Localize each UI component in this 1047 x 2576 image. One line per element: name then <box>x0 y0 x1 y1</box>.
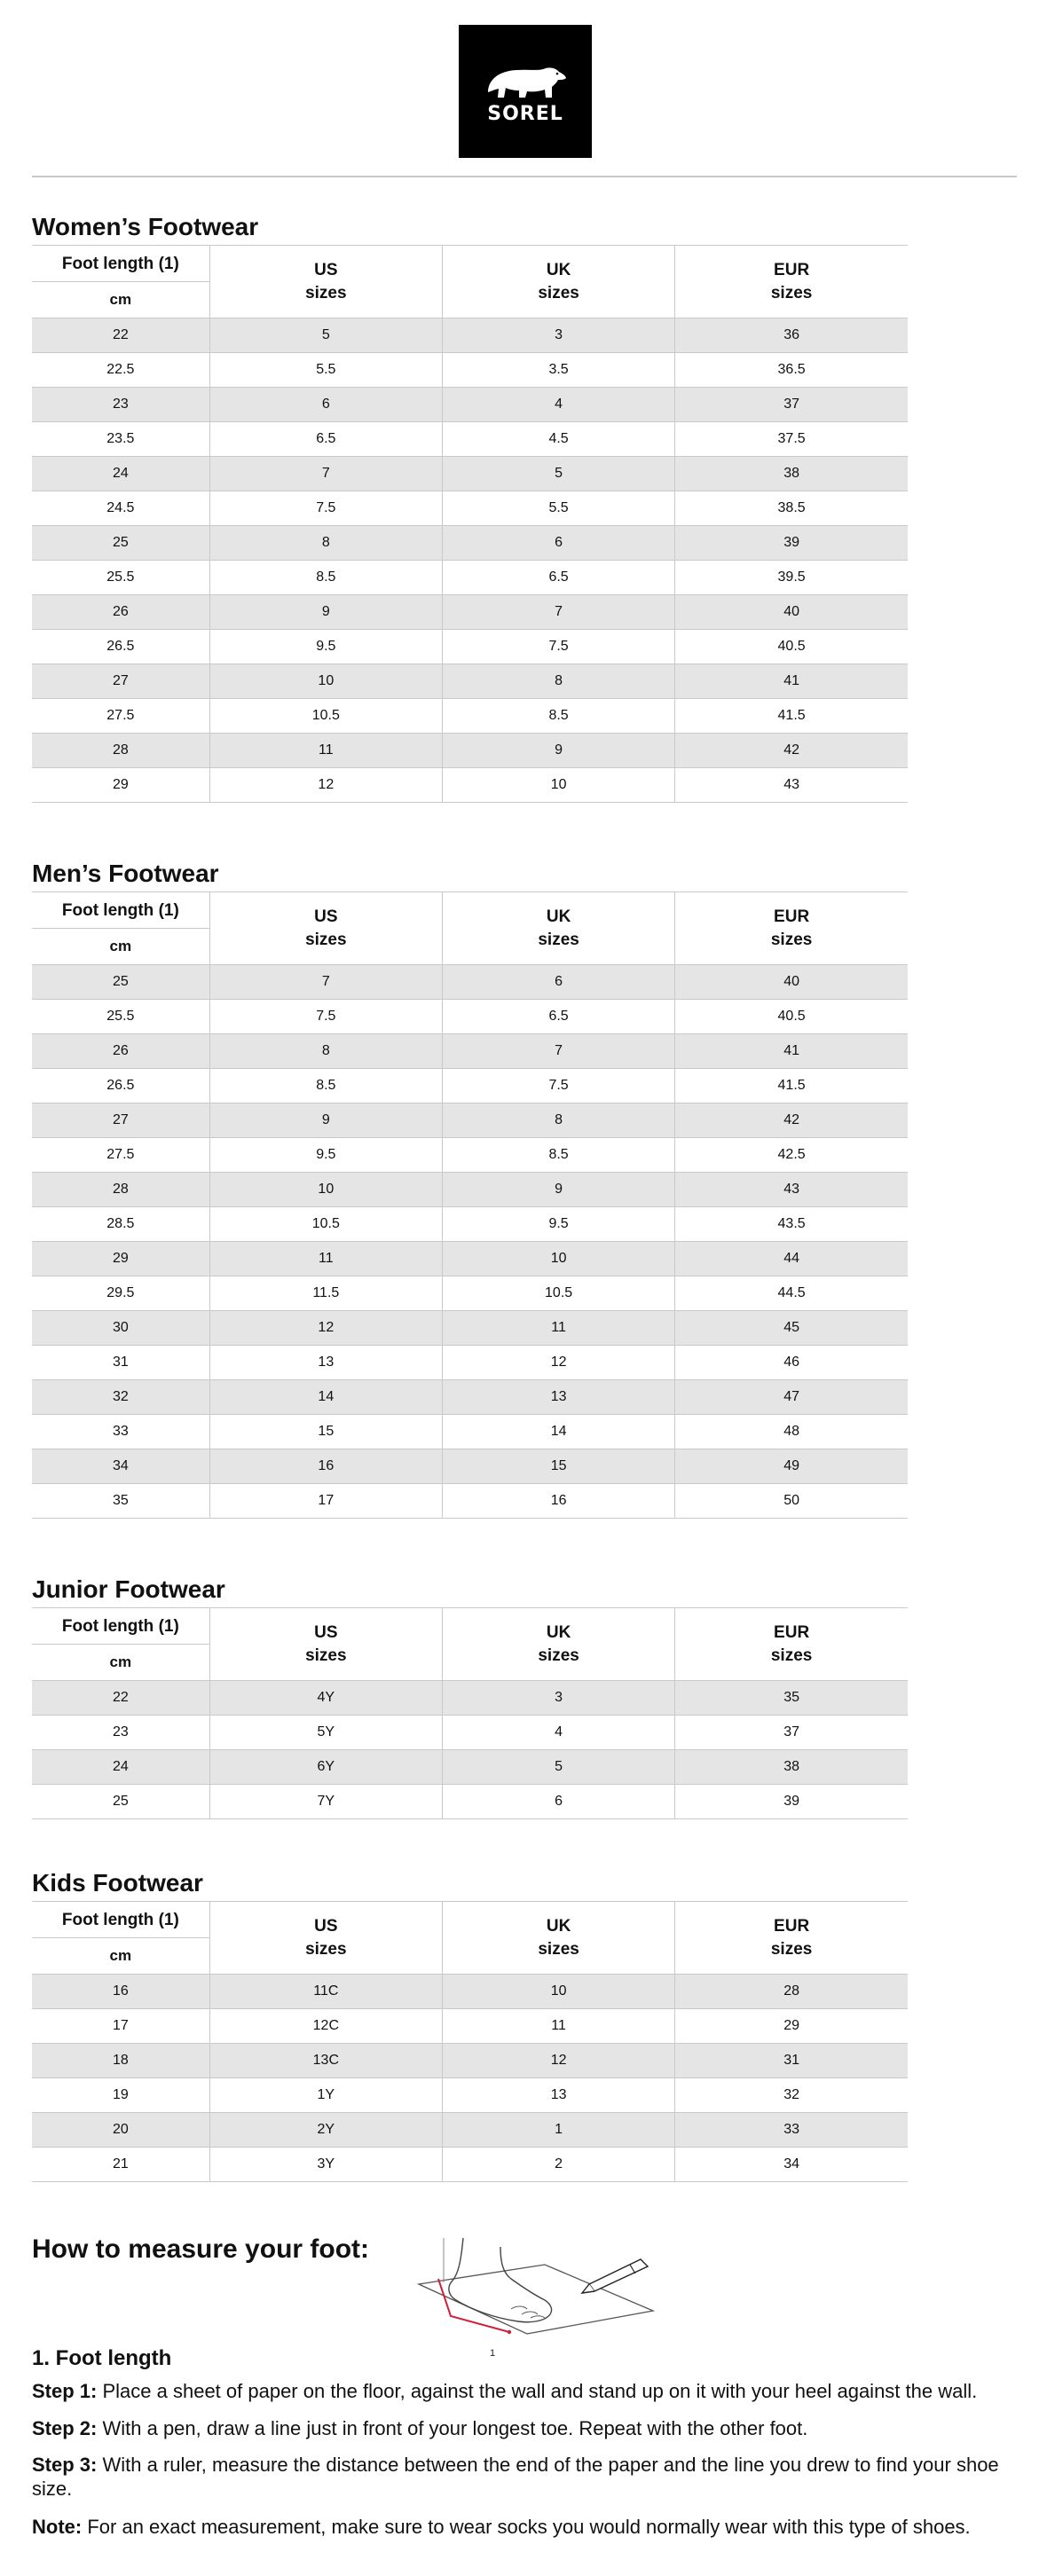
cm-cell: 27.5 <box>32 699 209 734</box>
us-cell: 5Y <box>209 1716 442 1750</box>
eur-header-top: EUR <box>774 260 810 279</box>
cm-cell: 27.5 <box>32 1138 209 1173</box>
uk-cell: 5.5 <box>442 491 674 526</box>
foot-length-header <box>32 1608 209 1681</box>
table-row <box>32 1000 908 1034</box>
eur-cell: 39 <box>675 1785 908 1819</box>
step-label: Step 3: <box>32 2454 98 2476</box>
us-cell: 6Y <box>209 1750 442 1785</box>
cm-cell: 18 <box>32 2044 209 2078</box>
step-1 <box>32 2379 1017 2403</box>
uk-cell: 10 <box>442 1975 674 2009</box>
eur-header <box>675 1608 908 1681</box>
womens-size-table <box>32 245 908 803</box>
uk-cell: 9 <box>442 1173 674 1207</box>
us-cell: 2Y <box>209 2113 442 2148</box>
uk-cell: 10 <box>442 1242 674 1276</box>
eur-header-top: EUR <box>774 1916 810 1936</box>
eur-cell: 42.5 <box>675 1138 908 1173</box>
step-text: Place a sheet of paper on the floor, against the wall and stand up on it with your heel against the wall. <box>102 2380 978 2402</box>
table-row <box>32 595 908 630</box>
table-row <box>32 457 908 491</box>
uk-cell: 5 <box>442 457 674 491</box>
womens-section <box>32 209 908 803</box>
table-row <box>32 734 908 768</box>
table-row <box>32 965 908 1000</box>
us-cell: 9.5 <box>209 630 442 664</box>
uk-cell: 13 <box>442 1380 674 1415</box>
cm-label: cm <box>109 291 132 308</box>
eur-header <box>675 1902 908 1975</box>
cm-cell: 26 <box>32 1034 209 1069</box>
table-row <box>32 1034 908 1069</box>
cm-cell: 21 <box>32 2148 209 2182</box>
us-cell: 11.5 <box>209 1276 442 1311</box>
us-cell: 7.5 <box>209 491 442 526</box>
uk-cell: 7 <box>442 595 674 630</box>
foot-length-header <box>32 892 209 965</box>
us-cell: 5.5 <box>209 353 442 388</box>
uk-cell: 14 <box>442 1415 674 1449</box>
kids-size-table <box>32 1901 908 2182</box>
eur-cell: 50 <box>675 1484 908 1519</box>
us-cell: 7 <box>209 457 442 491</box>
uk-cell: 5 <box>442 1750 674 1785</box>
uk-cell: 11 <box>442 2009 674 2044</box>
uk-cell: 9.5 <box>442 1207 674 1242</box>
uk-header-top: UK <box>546 907 571 926</box>
eur-cell: 39 <box>675 526 908 561</box>
uk-cell: 6.5 <box>442 1000 674 1034</box>
cm-cell: 24 <box>32 457 209 491</box>
cm-cell: 23 <box>32 388 209 422</box>
eur-cell: 43.5 <box>675 1207 908 1242</box>
us-header-bottom: sizes <box>305 930 347 949</box>
table-row <box>32 1380 908 1415</box>
eur-cell: 43 <box>675 1173 908 1207</box>
cm-cell: 22 <box>32 1681 209 1716</box>
cm-cell: 34 <box>32 1449 209 1484</box>
us-cell: 9 <box>209 595 442 630</box>
cm-cell: 17 <box>32 2009 209 2044</box>
us-cell: 4Y <box>209 1681 442 1716</box>
cm-cell: 30 <box>32 1311 209 1346</box>
eur-cell: 33 <box>675 2113 908 2148</box>
us-cell: 11 <box>209 734 442 768</box>
uk-cell: 3.5 <box>442 353 674 388</box>
section-title: Men’s Footwear <box>32 860 219 887</box>
cm-cell: 31 <box>32 1346 209 1380</box>
table-row <box>32 1103 908 1138</box>
us-cell: 12 <box>209 768 442 803</box>
cm-cell: 27 <box>32 1103 209 1138</box>
uk-cell: 7 <box>442 1034 674 1069</box>
eur-cell: 48 <box>675 1415 908 1449</box>
us-cell: 10.5 <box>209 699 442 734</box>
table-row <box>32 1276 908 1311</box>
table-row <box>32 2078 908 2113</box>
uk-cell: 6 <box>442 526 674 561</box>
eur-cell: 38 <box>675 1750 908 1785</box>
us-cell: 11C <box>209 1975 442 2009</box>
cm-cell: 28 <box>32 1173 209 1207</box>
uk-cell: 8.5 <box>442 1138 674 1173</box>
uk-cell: 2 <box>442 2148 674 2182</box>
eur-cell: 41.5 <box>675 699 908 734</box>
eur-header-bottom: sizes <box>770 1939 813 1959</box>
uk-cell: 16 <box>442 1484 674 1519</box>
eur-cell: 34 <box>675 2148 908 2182</box>
eur-header-bottom: sizes <box>770 930 813 949</box>
uk-cell: 8.5 <box>442 699 674 734</box>
us-cell: 8 <box>209 1034 442 1069</box>
us-cell: 7 <box>209 965 442 1000</box>
cm-cell: 22.5 <box>32 353 209 388</box>
cm-cell: 26.5 <box>32 630 209 664</box>
brand-logo-text: SOREL <box>487 102 563 125</box>
eur-cell: 36 <box>675 318 908 353</box>
eur-cell: 49 <box>675 1449 908 1484</box>
eur-header-bottom: sizes <box>770 1645 813 1665</box>
us-cell: 15 <box>209 1415 442 1449</box>
eur-cell: 41 <box>675 664 908 699</box>
eur-cell: 32 <box>675 2078 908 2113</box>
cm-cell: 23.5 <box>32 422 209 457</box>
table-row <box>32 388 908 422</box>
section-title: Women’s Footwear <box>32 213 259 240</box>
table-row <box>32 1069 908 1103</box>
eur-cell: 40 <box>675 595 908 630</box>
mens-section <box>32 856 908 1519</box>
cm-cell: 25.5 <box>32 561 209 595</box>
cm-cell: 25.5 <box>32 1000 209 1034</box>
illustration-mark: 1 <box>490 2348 496 2359</box>
eur-cell: 41.5 <box>675 1069 908 1103</box>
eur-cell: 44 <box>675 1242 908 1276</box>
uk-header-bottom: sizes <box>538 1645 579 1665</box>
eur-cell: 42 <box>675 734 908 768</box>
us-header <box>209 1608 442 1681</box>
eur-cell: 40.5 <box>675 1000 908 1034</box>
note-text: For an exact measurement, make sure to wear socks you would normally wear with this type of shoes. <box>87 2516 971 2538</box>
uk-cell: 8 <box>442 664 674 699</box>
eur-cell: 37 <box>675 388 908 422</box>
cm-label: cm <box>109 1653 132 1670</box>
uk-cell: 6.5 <box>442 561 674 595</box>
junior-size-table <box>32 1607 908 1819</box>
us-cell: 12C <box>209 2009 442 2044</box>
eur-cell: 37 <box>675 1716 908 1750</box>
table-row <box>32 491 908 526</box>
uk-header-top: UK <box>546 260 571 279</box>
table-row <box>32 1449 908 1484</box>
eur-cell: 40.5 <box>675 630 908 664</box>
cm-cell: 28.5 <box>32 1207 209 1242</box>
eur-cell: 35 <box>675 1681 908 1716</box>
measure-title: How to measure your foot: <box>32 2234 370 2264</box>
us-cell: 8.5 <box>209 1069 442 1103</box>
table-row <box>32 1484 908 1519</box>
uk-cell: 1 <box>442 2113 674 2148</box>
foot-length-label: Foot length (1) <box>32 1903 209 1938</box>
cm-cell: 28 <box>32 734 209 768</box>
us-header-bottom: sizes <box>305 1939 347 1959</box>
us-cell: 5 <box>209 318 442 353</box>
uk-header <box>442 1608 674 1681</box>
eur-header-bottom: sizes <box>770 283 813 302</box>
step-label: Step 2: <box>32 2417 98 2439</box>
junior-section <box>32 1572 908 1819</box>
uk-cell: 7.5 <box>442 1069 674 1103</box>
eur-cell: 38 <box>675 457 908 491</box>
cm-cell: 33 <box>32 1415 209 1449</box>
us-cell: 7Y <box>209 1785 442 1819</box>
table-row <box>32 561 908 595</box>
cm-cell: 22 <box>32 318 209 353</box>
uk-cell: 4 <box>442 388 674 422</box>
table-row <box>32 1242 908 1276</box>
cm-cell: 23 <box>32 1716 209 1750</box>
eur-cell: 31 <box>675 2044 908 2078</box>
us-header-bottom: sizes <box>305 1645 347 1665</box>
us-header-top: US <box>314 1916 338 1936</box>
cm-cell: 27 <box>32 664 209 699</box>
uk-header <box>442 1902 674 1975</box>
table-row <box>32 2044 908 2078</box>
eur-header <box>675 892 908 965</box>
table-header-row <box>32 246 908 318</box>
table-row <box>32 318 908 353</box>
us-cell: 3Y <box>209 2148 442 2182</box>
us-cell: 9.5 <box>209 1138 442 1173</box>
foot-length-header <box>32 1902 209 1975</box>
eur-cell: 43 <box>675 768 908 803</box>
table-row <box>32 1785 908 1819</box>
note <box>32 2515 1017 2539</box>
eur-cell: 45 <box>675 1311 908 1346</box>
cm-cell: 26 <box>32 595 209 630</box>
uk-cell: 4 <box>442 1716 674 1750</box>
table-row <box>32 699 908 734</box>
uk-header <box>442 892 674 965</box>
foot-length-label: Foot length (1) <box>32 1609 209 1645</box>
cm-cell: 16 <box>32 1975 209 2009</box>
foot-length-label: Foot length (1) <box>32 247 209 282</box>
uk-cell: 6 <box>442 1785 674 1819</box>
uk-header-bottom: sizes <box>538 930 579 949</box>
eur-cell: 44.5 <box>675 1276 908 1311</box>
table-row <box>32 1207 908 1242</box>
us-cell: 17 <box>209 1484 442 1519</box>
step-text: With a pen, draw a line just in front of your longest toe. Repeat with the other foot. <box>102 2417 808 2439</box>
cm-cell: 25 <box>32 965 209 1000</box>
us-header-top: US <box>314 907 338 926</box>
us-cell: 6 <box>209 388 442 422</box>
table-row <box>32 768 908 803</box>
us-cell: 6.5 <box>209 422 442 457</box>
uk-cell: 15 <box>442 1449 674 1484</box>
table-row <box>32 1716 908 1750</box>
uk-header-top: UK <box>546 1622 571 1642</box>
table-row <box>32 353 908 388</box>
section-title: Junior Footwear <box>32 1575 225 1603</box>
eur-cell: 28 <box>675 1975 908 2009</box>
us-cell: 14 <box>209 1380 442 1415</box>
foot-length-subtitle: 1. Foot length <box>32 2346 172 2370</box>
us-cell: 11 <box>209 1242 442 1276</box>
table-row <box>32 2148 908 2182</box>
eur-cell: 41 <box>675 1034 908 1069</box>
table-row <box>32 1138 908 1173</box>
cm-cell: 29 <box>32 1242 209 1276</box>
polar-bear-icon <box>481 59 570 101</box>
table-row <box>32 526 908 561</box>
cm-cell: 32 <box>32 1380 209 1415</box>
eur-cell: 39.5 <box>675 561 908 595</box>
us-header <box>209 892 442 965</box>
uk-cell: 7.5 <box>442 630 674 664</box>
us-cell: 10 <box>209 1173 442 1207</box>
uk-header-bottom: sizes <box>538 283 579 302</box>
us-header-top: US <box>314 260 338 279</box>
eur-cell: 46 <box>675 1346 908 1380</box>
uk-cell: 9 <box>442 734 674 768</box>
uk-header-top: UK <box>546 1916 571 1936</box>
us-cell: 16 <box>209 1449 442 1484</box>
uk-cell: 12 <box>442 1346 674 1380</box>
table-row <box>32 2113 908 2148</box>
cm-cell: 19 <box>32 2078 209 2113</box>
cm-cell: 29 <box>32 768 209 803</box>
table-row <box>32 1681 908 1716</box>
us-cell: 13 <box>209 1346 442 1380</box>
step-2 <box>32 2416 1017 2440</box>
table-row <box>32 1750 908 1785</box>
mens-size-table <box>32 891 908 1519</box>
uk-cell: 10.5 <box>442 1276 674 1311</box>
uk-cell: 12 <box>442 2044 674 2078</box>
eur-header-top: EUR <box>774 1622 810 1642</box>
foot-length-header <box>32 246 209 318</box>
table-row <box>32 630 908 664</box>
table-row <box>32 1173 908 1207</box>
kids-section <box>32 1865 908 2182</box>
us-cell: 7.5 <box>209 1000 442 1034</box>
uk-header-bottom: sizes <box>538 1939 579 1959</box>
uk-cell: 8 <box>442 1103 674 1138</box>
us-cell: 13C <box>209 2044 442 2078</box>
table-header-row <box>32 892 908 965</box>
brand-logo <box>459 25 592 158</box>
uk-cell: 3 <box>442 318 674 353</box>
step-label: Step 1: <box>32 2380 98 2402</box>
us-cell: 10.5 <box>209 1207 442 1242</box>
table-row <box>32 1311 908 1346</box>
note-label: Note: <box>32 2516 83 2538</box>
table-row <box>32 1415 908 1449</box>
table-row <box>32 422 908 457</box>
us-header-bottom: sizes <box>305 283 347 302</box>
table-row <box>32 664 908 699</box>
us-cell: 8.5 <box>209 561 442 595</box>
header-divider <box>32 176 1017 177</box>
eur-cell: 37.5 <box>675 422 908 457</box>
us-cell: 12 <box>209 1311 442 1346</box>
table-row <box>32 1975 908 2009</box>
foot-length-label: Foot length (1) <box>32 893 209 929</box>
table-header-row <box>32 1902 908 1975</box>
uk-header <box>442 246 674 318</box>
eur-cell: 36.5 <box>675 353 908 388</box>
us-header-top: US <box>314 1622 338 1642</box>
us-cell: 8 <box>209 526 442 561</box>
eur-cell: 38.5 <box>675 491 908 526</box>
eur-cell: 40 <box>675 965 908 1000</box>
table-header-row <box>32 1608 908 1681</box>
cm-cell: 29.5 <box>32 1276 209 1311</box>
uk-cell: 6 <box>442 965 674 1000</box>
cm-cell: 25 <box>32 526 209 561</box>
eur-header-top: EUR <box>774 907 810 926</box>
cm-cell: 26.5 <box>32 1069 209 1103</box>
foot-measure-illustration <box>412 2229 660 2367</box>
step-text: With a ruler, measure the distance between the end of the paper and the line you drew to find your shoe size. <box>32 2454 999 2500</box>
uk-cell: 11 <box>442 1311 674 1346</box>
eur-cell: 47 <box>675 1380 908 1415</box>
cm-cell: 24.5 <box>32 491 209 526</box>
cm-cell: 24 <box>32 1750 209 1785</box>
us-header <box>209 246 442 318</box>
uk-cell: 13 <box>442 2078 674 2113</box>
uk-cell: 4.5 <box>442 422 674 457</box>
us-header <box>209 1902 442 1975</box>
cm-cell: 20 <box>32 2113 209 2148</box>
table-row <box>32 1346 908 1380</box>
us-cell: 1Y <box>209 2078 442 2113</box>
cm-label: cm <box>109 938 132 954</box>
us-cell: 10 <box>209 664 442 699</box>
eur-header <box>675 246 908 318</box>
eur-cell: 42 <box>675 1103 908 1138</box>
uk-cell: 3 <box>442 1681 674 1716</box>
step-3 <box>32 2453 1017 2501</box>
cm-cell: 35 <box>32 1484 209 1519</box>
section-title: Kids Footwear <box>32 1869 203 1897</box>
cm-label: cm <box>109 1947 132 1964</box>
eur-cell: 29 <box>675 2009 908 2044</box>
table-row <box>32 2009 908 2044</box>
cm-cell: 25 <box>32 1785 209 1819</box>
uk-cell: 10 <box>442 768 674 803</box>
us-cell: 9 <box>209 1103 442 1138</box>
